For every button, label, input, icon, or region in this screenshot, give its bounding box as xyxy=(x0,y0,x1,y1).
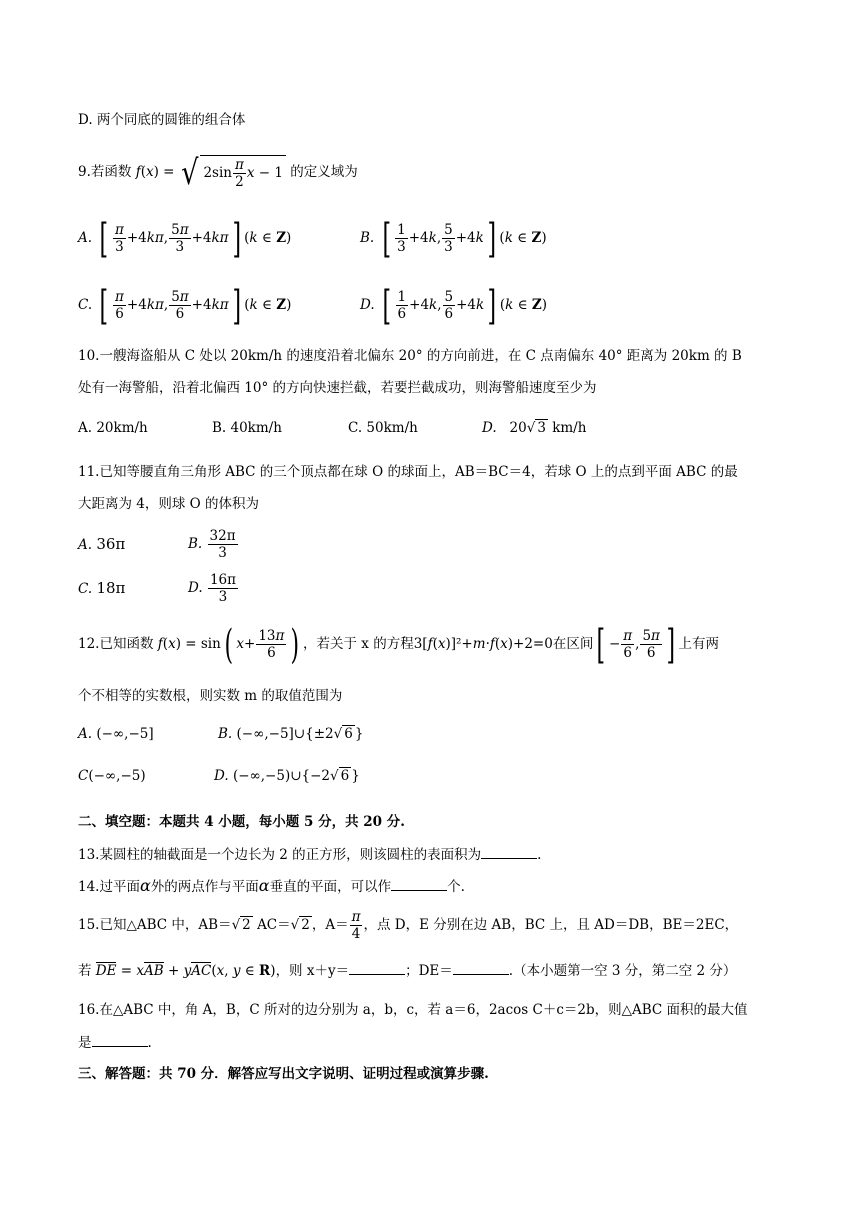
q14-prefix: 14.过平面 xyxy=(78,879,140,895)
q11-options-ab xyxy=(78,526,800,562)
q12-option-d: D. (−∞,−5)∪{−2√ 6 } xyxy=(214,768,360,784)
q9-option-a: [ $\frac{\pi}{3}$ +4kπ, $\frac{5\pi}{3}$ +4kπ] (k ∈ Z) xyxy=(99,215,292,262)
q12-stem-mid2: 在区间 xyxy=(552,636,594,652)
q9-option-b: B. [ $\frac{1}{3}$ +4k, $\frac{5}{3}$ +4k] (k ∈ Z) xyxy=(360,215,547,262)
q12-stem-mid: ，若关于 x 的方程 xyxy=(303,636,414,652)
q16-line2-prefix: 是 xyxy=(78,1035,92,1051)
q9-option-c-label: C. xyxy=(78,297,93,313)
q12-options-ab xyxy=(78,724,800,744)
q14-answer-blank[interactable] xyxy=(391,876,447,891)
q12-stem-suffix: 上有两 xyxy=(678,636,720,652)
section2-title: 二、填空题：本题共 4 小题，每小题 5 分，共 20 分. xyxy=(78,814,405,830)
q13-answer-blank[interactable] xyxy=(481,844,537,859)
q10-option-d: D. 20√ 3 km/h xyxy=(482,420,587,436)
q9-sqrt: √ 2sin $\frac{\pi}{2}$ x − 1 xyxy=(179,155,286,190)
q9-option-c: [ $\frac{\pi}{6}$ +4kπ, $\frac{5\pi}{6}$ +4kπ] (k ∈ Z) xyxy=(99,282,292,329)
q15-answer-blank-1[interactable] xyxy=(349,960,405,975)
q11-options-cd xyxy=(78,570,800,606)
q11-option-a: 36π xyxy=(96,535,126,553)
q9-options-cd xyxy=(78,282,800,329)
q11-option-b: B. $\frac{32\pi}{3}$ xyxy=(188,528,236,561)
q15-line2-mid: ，则 x＋y＝ xyxy=(275,963,350,979)
q9-function: f xyxy=(135,164,141,180)
q11-option-c: 18π xyxy=(96,579,126,597)
q11-option-d: D. $\frac{16\pi}{3}$ xyxy=(188,572,236,605)
q15-mid1: AC＝ xyxy=(257,917,291,933)
q8-option-d-text: D. 两个同底的圆锥的组合体 xyxy=(78,112,246,128)
q16-answer-blank[interactable] xyxy=(92,1032,148,1047)
q8-option-d xyxy=(78,110,800,130)
q10-option-a: A. 20km/h xyxy=(78,420,148,436)
q9-stem: 9.若函数 f(x) = √ 2sin $\frac{\pi}{2}$ x − 1 的定义域为 xyxy=(78,152,358,193)
q15-line2-suffix: .（本小题第一空 3 分，第二空 2 分） xyxy=(508,963,737,979)
q11-option-a-label: A. xyxy=(78,537,93,553)
q15-answer-blank-2[interactable] xyxy=(453,960,509,975)
q15-line2-prefix: 若 xyxy=(78,963,92,979)
q15-line2: 若 DE = xAB + yAC(x, y ∈ R)，则 x＋y＝ ；DE＝ .（本小题第一空 3 分，第二空 2 分） xyxy=(78,960,800,981)
q12-option-a: (−∞,−5] xyxy=(96,726,154,742)
q12-option-b: B. (−∞,−5]∪{±2√ 6 } xyxy=(218,726,364,742)
q12-option-a-label: A. xyxy=(78,726,93,742)
q14: 14.过平面α外的两点作与平面α垂直的平面，可以作 个. xyxy=(78,876,465,895)
q14-mid2: 垂直的平面，可以作 xyxy=(269,879,392,895)
q14-mid: 外的两点作与平面 xyxy=(150,879,259,895)
q16-line1: 16.在△ABC 中，角 A，B，C 所对的边分别为 a，b，c，若 a＝6，2acos C＋c＝2b，则△ABC 面积的最大值 xyxy=(78,1002,748,1018)
q9-option-a-label: A. xyxy=(78,230,93,246)
q12-option-c: (−∞,−5) xyxy=(88,768,146,784)
q12-option-c-label: C xyxy=(78,768,89,784)
q13: 13.某圆柱的轴截面是一个边长为 2 的正方形，则该圆柱的表面积为 . xyxy=(78,844,800,865)
q10-line1: 10.一艘海盗船从 C 处以 20km/h 的速度沿着北偏东 20° 的方向前进，在 C 点南偏东 40° 距离为 20km 的 B xyxy=(78,348,742,364)
q9-stem-prefix: 9.若函数 xyxy=(78,164,132,180)
q10-option-b: B. 40km/h xyxy=(212,420,282,436)
q9-stem-suffix: 的定义域为 xyxy=(290,164,358,180)
q9-options-ab xyxy=(78,215,800,262)
q11-line2: 大距离为 4，则球 O 的体积为 xyxy=(78,496,260,512)
q9-option-d: D. [ $\frac{1}{6}$ +4k, $\frac{5}{6}$ +4k] (k ∈ Z) xyxy=(360,282,548,329)
q10-line2: 处有一海警船，沿着北偏西 10° 的方向快速拦截，若要拦截成功，则海警船速度至少为 xyxy=(78,380,597,396)
q15-mid2: ，A＝ xyxy=(311,917,349,933)
q15-line2-mid2: ；DE＝ xyxy=(405,963,453,979)
q16-line2: 是 . xyxy=(78,1032,800,1053)
q12-line2: 个不相等的实数根，则实数 m 的取值范围为 xyxy=(78,688,343,704)
q10-option-c: C. 50km/h xyxy=(348,420,418,436)
q11-line1: 11.已知等腰直角三角形 ABC 的三个顶点都在球 O 的球面上，AB＝BC＝4，若球 O 上的点到平面 ABC 的最 xyxy=(78,464,738,480)
q15-prefix: 15.已知△ABC 中，AB＝ xyxy=(78,917,232,933)
q12-options-cd xyxy=(78,766,800,786)
q15-line1: 15.已知△ABC 中，AB＝√ 2 AC＝√ 2 ，A＝ $\frac{\pi}{4}$ ，点 D，E 分别在边 AB，BC 上，且 AD＝DB，BE＝2EC， xyxy=(78,909,739,942)
q12-stem-prefix: 12.已知函数 xyxy=(78,636,154,652)
q13-text: 13.某圆柱的轴截面是一个边长为 2 的正方形，则该圆柱的表面积为 xyxy=(78,847,482,863)
q15-suffix: ，点 D，E 分别在边 AB，BC 上，且 AD＝DB，BE＝2EC， xyxy=(363,917,739,933)
q12-stem: 12.已知函数 f(x) = sin( x+ $\frac{13\pi}{6}$ ) ，若关于 x 的方程3[f(x)]²+m·f(x)+2=0在区间[ − $\frac{\pi}{6}$ , $\frac{5\pi}{6}$ ] 上有两 xyxy=(78,621,720,668)
q11-option-c-label: C. xyxy=(78,581,93,597)
section3-title: 三、解答题：共 70 分．解答应写出文字说明、证明过程或演算步骤. xyxy=(78,1066,489,1082)
